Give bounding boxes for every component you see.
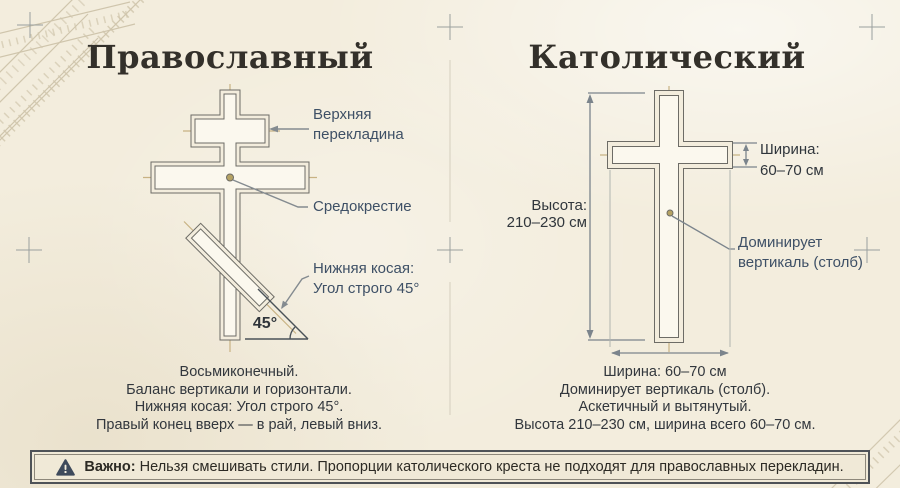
callout-upper-crossbar: Верхняя перекладина [313,106,404,143]
summary-line: Баланс вертикали и горизонтали. [126,381,352,398]
notice-bold-label: Важно: [84,459,136,475]
summary-line: Аскетичный и вытянутый. [578,399,752,415]
summary-line: Правый конец вверх — в рай, левый вниз. [95,416,383,433]
catholic-shaft-dot [667,210,673,216]
notice-text [84,459,843,475]
callout-vertical-dominates: Доминирует вертикаль (столб) [738,234,863,271]
important-notice-banner [30,450,870,484]
summary-line: Ширина: 60–70 см [603,364,727,380]
right-panel-title: Католический [528,38,806,76]
warning-triangle-icon [56,459,75,476]
summary-line: Нижняя косая: Угол строго 45°. [134,399,344,415]
height-dimension-label: Высота: 210–230 см [506,197,587,231]
angle-45-label: 45° [252,315,278,332]
summary-line: Доминирует вертикаль (столб). [559,381,771,398]
orthodox-leader-arrowheads [269,126,288,309]
summary-line: Высота 210–230 см, ширина всего 60–70 см. [514,416,816,433]
left-panel-title: Православный [86,38,374,76]
summary-line: Восьмиконечный. [179,364,299,380]
orthodox-crossing-dot [227,174,234,181]
notice-body: Нельзя смешивать стили. Пропорции католического креста не подходят для православных перекладин. [139,459,844,475]
callout-lower-slant: Нижняя косая: Угол строго 45° [313,260,420,297]
left-summary-block [69,364,409,434]
callout-crossing: Средокрестие [313,198,412,215]
right-summary-block [505,364,825,434]
width-dimension-label: Ширина: 60–70 см [760,141,824,179]
